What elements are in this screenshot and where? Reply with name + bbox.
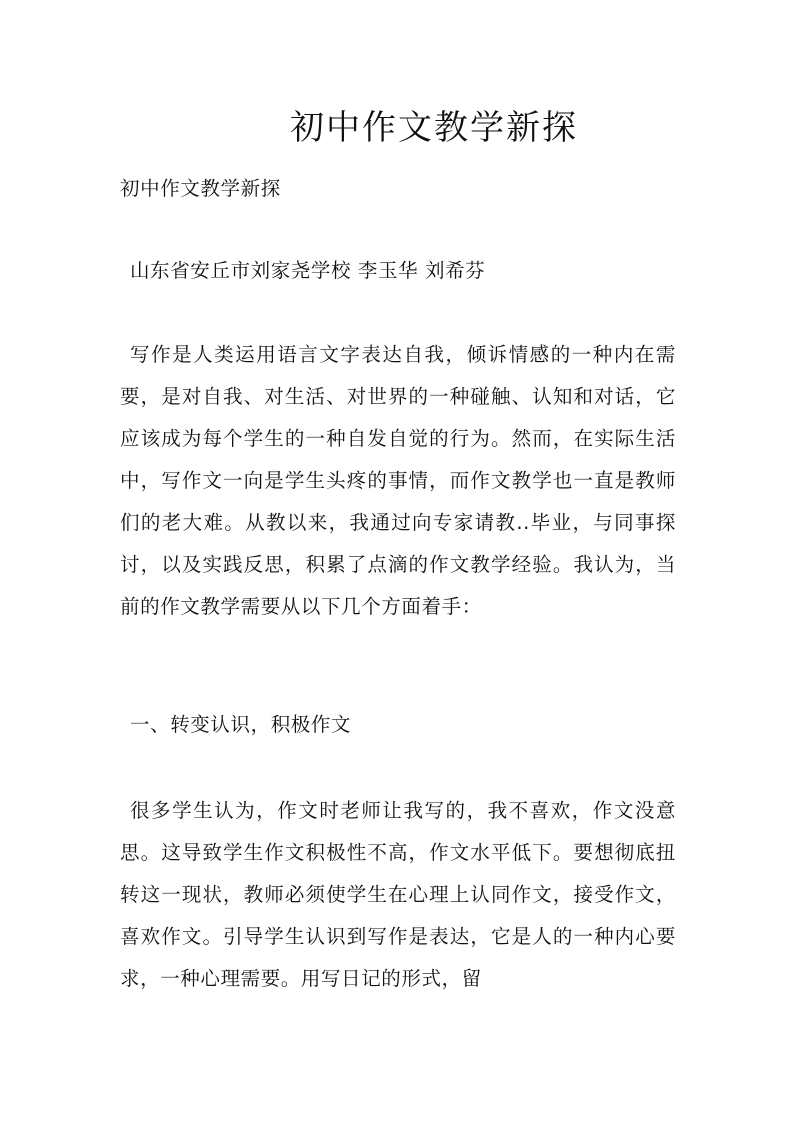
section-heading-1: 一、转变认识，积极作文 bbox=[130, 713, 352, 736]
body-paragraph-1: 写作是人类运用语言文字表达自我，倾诉情感的一种内在需要，是对自我、对生活、对世界的一种碰触、认知和对话，它应该成为每个学生的一种自发自觉的行为。然而，在实际生活中，写作文一向是学生头疼的事情，而作文教学也一直是教师们的老大难。从教以来，我通过向专家请教..毕业，与同事探讨，以及实践反思，积累了点滴的作文教学经验。我认为，当前的作文教学需要从以下几个方面着手： bbox=[120, 343, 676, 618]
document-subtitle: 初中作文教学新探 bbox=[120, 177, 281, 200]
author-line: 山东省安丘市刘家尧学校 李玉华 刘希芬 bbox=[130, 259, 486, 282]
document-title: 初中作文教学新探 bbox=[290, 108, 578, 148]
body-paragraph-2: 很多学生认为，作文时老师让我写的，我不喜欢，作文没意思。这导致学生作文积极性不高，作文水平低下。要想彻底扭转这一现状，教师必须使学生在心理上认同作文，接受作文，喜欢作文。引导学生认识到写作是表达，它是人的一种内心要求，一种心理需要。用写日记的形式，留 bbox=[120, 799, 676, 990]
